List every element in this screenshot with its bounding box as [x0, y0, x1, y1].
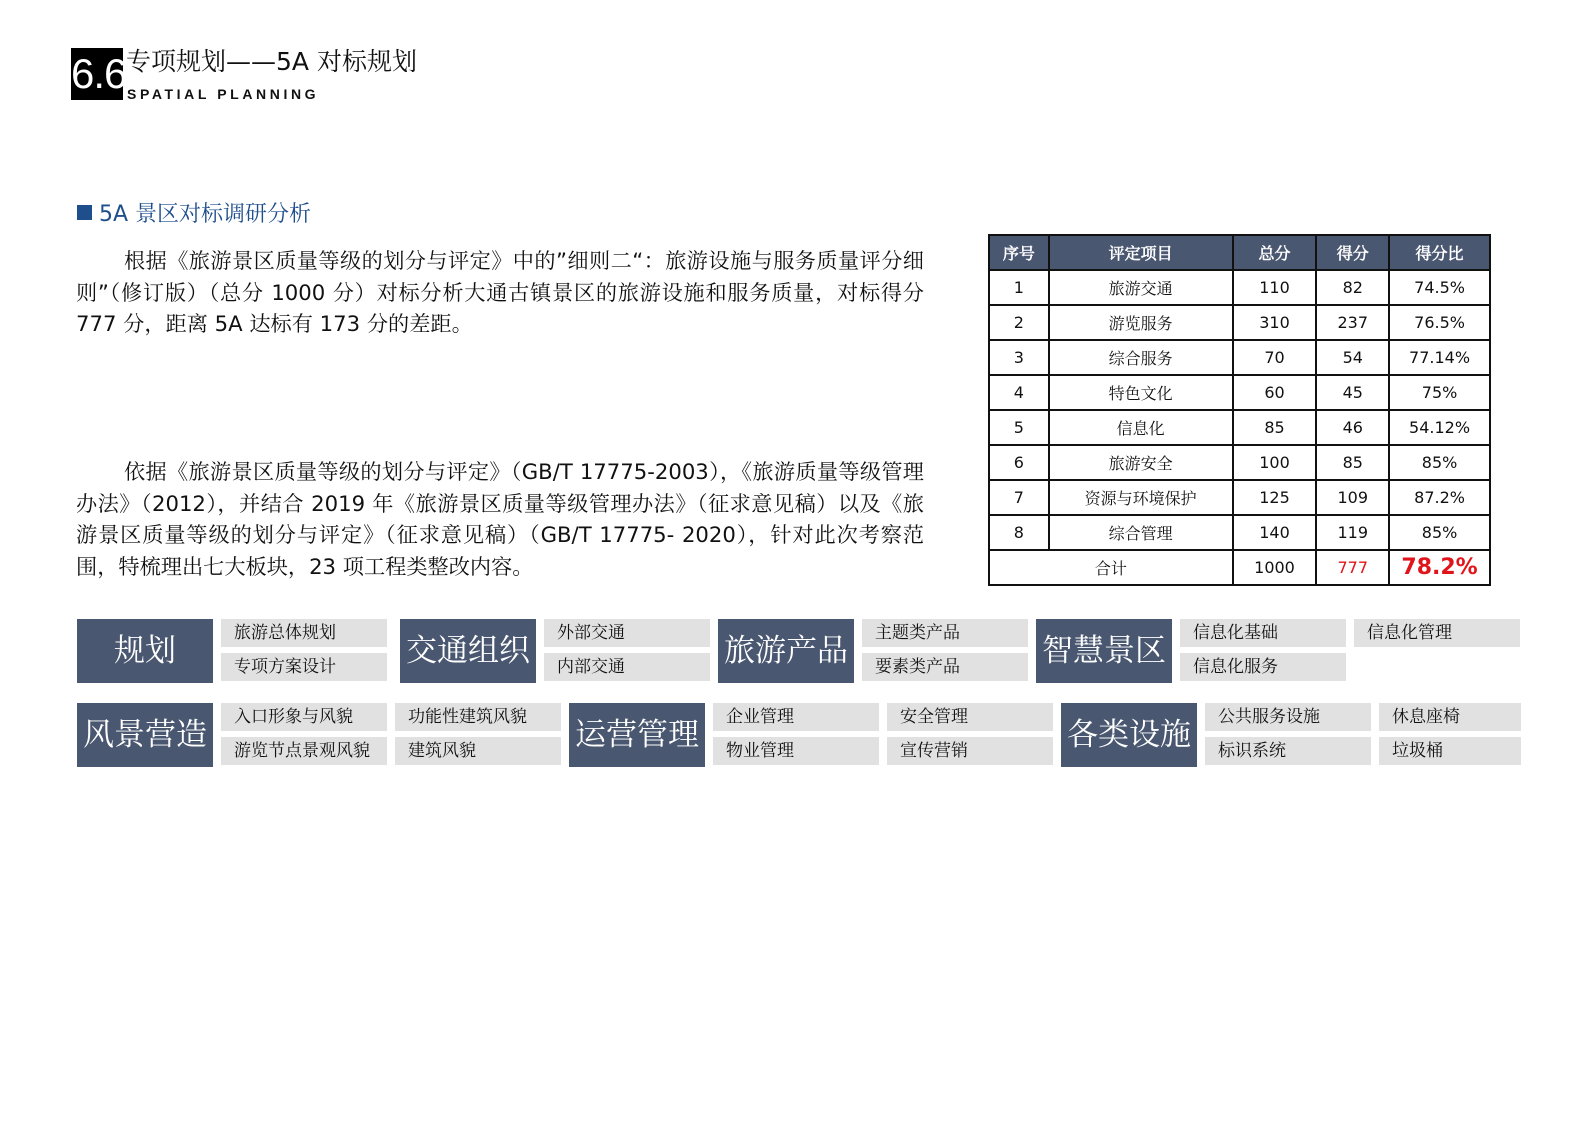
- row-total: 125: [1233, 480, 1317, 515]
- score-table: [988, 234, 1491, 586]
- row-item: 综合管理: [1049, 515, 1233, 550]
- table-header-row: [989, 235, 1490, 270]
- row-index: 1: [989, 270, 1049, 305]
- row-total: 70: [1233, 340, 1317, 375]
- section-heading-text: 5A 景区对标调研分析: [99, 202, 312, 227]
- category-item: 物业管理: [713, 737, 879, 765]
- category-item: 垃圾桶: [1379, 737, 1521, 765]
- category-item: 建筑风貌: [395, 737, 561, 765]
- row-score: 46: [1316, 410, 1389, 445]
- total-ratio: 78.2%: [1389, 550, 1490, 585]
- row-total: 60: [1233, 375, 1317, 410]
- category-item: 旅游总体规划: [221, 619, 387, 647]
- row-item: 游览服务: [1049, 305, 1233, 340]
- category-item: 标识系统: [1205, 737, 1371, 765]
- category-item: 信息化服务: [1180, 653, 1346, 681]
- category-item: 主题类产品: [862, 619, 1028, 647]
- row-item: 信息化: [1049, 410, 1233, 445]
- row-item: 资源与环境保护: [1049, 480, 1233, 515]
- category-scenery: 风景营造: [77, 703, 213, 767]
- table-row: [989, 515, 1490, 550]
- square-bullet-icon: [77, 205, 92, 220]
- row-item: 旅游安全: [1049, 445, 1233, 480]
- category-item: 外部交通: [544, 619, 710, 647]
- row-item: 综合服务: [1049, 340, 1233, 375]
- row-index: 6: [989, 445, 1049, 480]
- basis-paragraph: 依据《旅游景区质量等级的划分与评定》（GB/T 17775-2003），《旅游质量等级管理办法》（2012），并结合 2019 年《旅游景区质量等级管理办法》（征求意见稿）以及《旅游景区质量等级的划分与评定》（征求意见稿）（GB/T 17775- 2020），针对此次考察范围，特梳理出七大板块，23 项工程类整改内容。: [76, 459, 924, 579]
- row-total: 110: [1233, 270, 1317, 305]
- table-total-row: [989, 550, 1490, 585]
- intro-paragraph: 根据《旅游景区质量等级的划分与评定》中的”细则二“：旅游设施与服务质量评分细则”（修订版）（总分 1000 分）对标分析大通古镇景区的旅游设施和服务质量，对标得分 777 分，距离 5A 达标有 173 分的差距。: [76, 248, 924, 336]
- row-score: 82: [1316, 270, 1389, 305]
- col-header-item: 评定项目: [1049, 235, 1233, 270]
- table-row: [989, 340, 1490, 375]
- row-item: 特色文化: [1049, 375, 1233, 410]
- category-item: 专项方案设计: [221, 653, 387, 681]
- category-item: 功能性建筑风貌: [395, 703, 561, 731]
- row-score: 237: [1316, 305, 1389, 340]
- row-index: 5: [989, 410, 1049, 445]
- row-index: 3: [989, 340, 1049, 375]
- row-score: 85: [1316, 445, 1389, 480]
- category-item: 内部交通: [544, 653, 710, 681]
- row-ratio: 77.14%: [1389, 340, 1490, 375]
- total-score: 777: [1316, 550, 1389, 585]
- category-item: 安全管理: [887, 703, 1053, 731]
- section-number: 6.6: [71, 48, 123, 100]
- category-item: 信息化基础: [1180, 619, 1346, 647]
- row-ratio: 74.5%: [1389, 270, 1490, 305]
- row-item: 旅游交通: [1049, 270, 1233, 305]
- category-smart: 智慧景区: [1036, 619, 1172, 683]
- col-header-ratio: 得分比: [1389, 235, 1490, 270]
- category-item: 信息化管理: [1354, 619, 1520, 647]
- row-score: 109: [1316, 480, 1389, 515]
- category-item: 游览节点景观风貌: [221, 737, 387, 765]
- table-row: [989, 410, 1490, 445]
- row-total: 140: [1233, 515, 1317, 550]
- total-label: 合计: [989, 550, 1233, 585]
- table-row: [989, 270, 1490, 305]
- page-title: 专项规划——5A 对标规划: [126, 47, 417, 76]
- category-planning: 规划: [77, 619, 213, 683]
- row-total: 310: [1233, 305, 1317, 340]
- category-item: 公共服务设施: [1205, 703, 1371, 731]
- category-item: 入口形象与风貌: [221, 703, 387, 731]
- col-header-index: 序号: [989, 235, 1049, 270]
- row-score: 119: [1316, 515, 1389, 550]
- row-total: 85: [1233, 410, 1317, 445]
- row-ratio: 75%: [1389, 375, 1490, 410]
- table-row: [989, 480, 1490, 515]
- row-score: 54: [1316, 340, 1389, 375]
- category-facilities: 各类设施: [1061, 703, 1197, 767]
- category-products: 旅游产品: [718, 619, 854, 683]
- section-heading: [77, 200, 311, 230]
- table-row: [989, 305, 1490, 340]
- table-row: [989, 445, 1490, 480]
- category-item: 企业管理: [713, 703, 879, 731]
- row-index: 8: [989, 515, 1049, 550]
- row-ratio: 54.12%: [1389, 410, 1490, 445]
- row-index: 4: [989, 375, 1049, 410]
- category-item: 要素类产品: [862, 653, 1028, 681]
- page-subtitle: SPATIAL PLANNING: [127, 86, 320, 102]
- total-max: 1000: [1233, 550, 1317, 585]
- row-ratio: 76.5%: [1389, 305, 1490, 340]
- table-row: [989, 375, 1490, 410]
- row-score: 45: [1316, 375, 1389, 410]
- category-item: 休息座椅: [1379, 703, 1521, 731]
- category-operations: 运营管理: [569, 703, 705, 767]
- row-index: 2: [989, 305, 1049, 340]
- row-ratio: 85%: [1389, 515, 1490, 550]
- row-ratio: 87.2%: [1389, 480, 1490, 515]
- category-item: 宣传营销: [887, 737, 1053, 765]
- col-header-score: 得分: [1316, 235, 1389, 270]
- row-total: 100: [1233, 445, 1317, 480]
- category-traffic: 交通组织: [400, 619, 536, 683]
- row-index: 7: [989, 480, 1049, 515]
- row-ratio: 85%: [1389, 445, 1490, 480]
- col-header-total: 总分: [1233, 235, 1317, 270]
